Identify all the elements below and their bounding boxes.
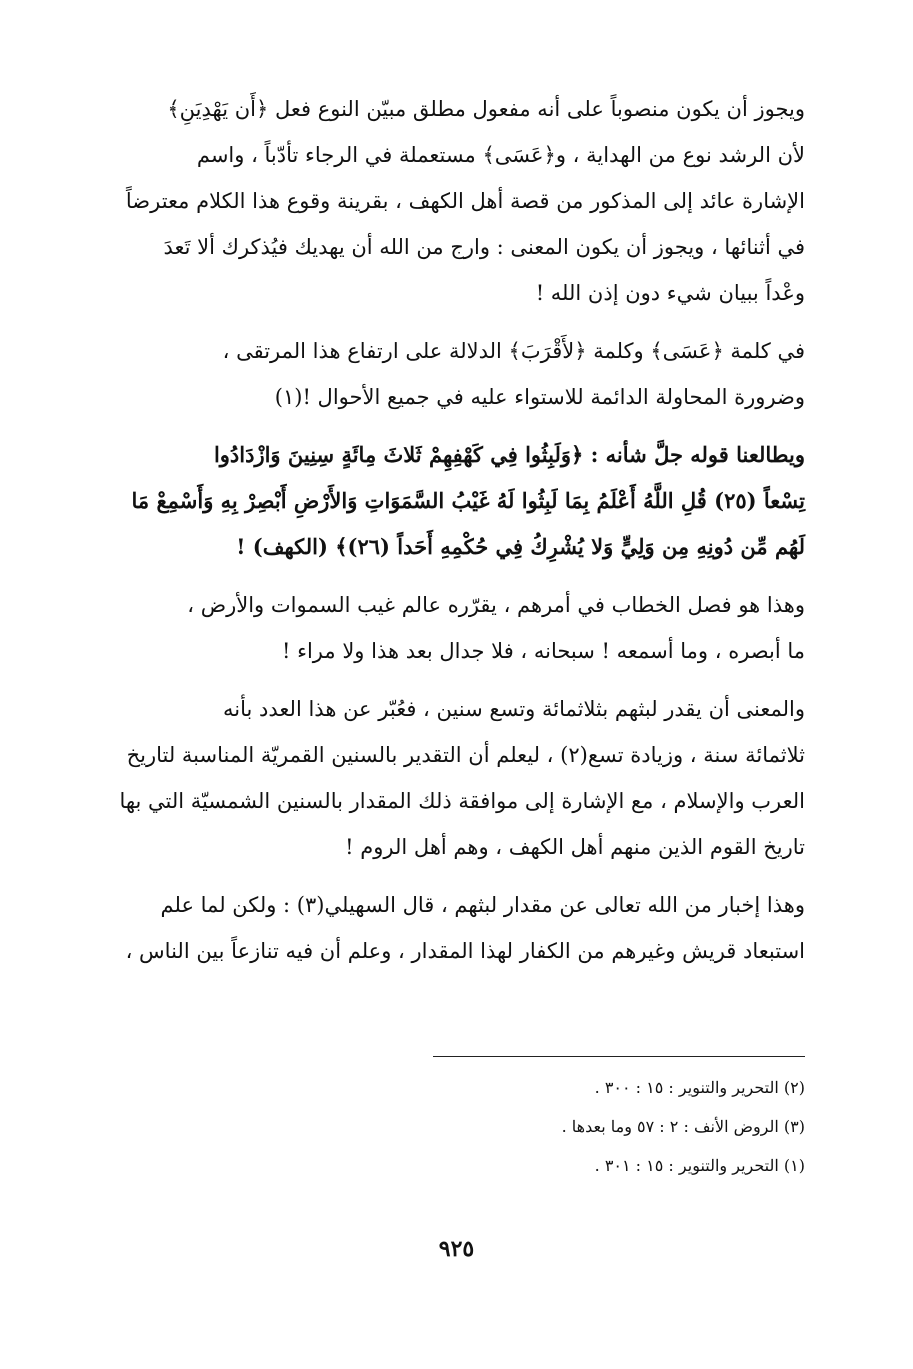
line: ويطالعنا قوله جلَّ شأنه : ﴿وَلَبِثُوا فِي كَهْفِهِمْ ثَلاثَ مِائَةٍ سِنِينَ وَازْدَادُوا bbox=[213, 442, 805, 467]
footnote: (٣) الروض الأنف : ٢ : ٥٧ وما بعدها . bbox=[561, 1117, 805, 1136]
footnote-divider bbox=[433, 1056, 805, 1057]
line: في أثنائها ، ويجوز أن يكون المعنى : وارج من الله أن يهديك فيُذكرك ألا تَعدَ bbox=[163, 235, 805, 259]
footnote: (١) التحرير والتنوير : ١٥ : ٣٠١ . bbox=[594, 1156, 805, 1175]
line: وهذا هو فصل الخطاب في أمرهم ، يقرّره عالم غيب السموات والأرض ، bbox=[187, 593, 805, 617]
line: ثلاثمائة سنة ، وزيادة تسع(٢) ، ليعلم أن التقدير بالسنين القمريّة المناسبة لتاريخ bbox=[126, 743, 805, 767]
paragraph-6 bbox=[105, 882, 805, 974]
line: وهذا إخبار من الله تعالى عن مقدار لبثهم ، قال السهيلي(٣) : ولكن لما علم bbox=[160, 893, 805, 917]
line: الإشارة عائد إلى المذكور من قصة أهل الكهف ، بقرينة وقوع هذا الكلام معترضاً bbox=[125, 189, 805, 213]
line: استبعاد قريش وغيرهم من الكفار لهذا المقدار ، وعلم أن فيه تنازعاً بين الناس ، bbox=[125, 939, 805, 963]
line: والمعنى أن يقدر لبثهم بثلاثمائة وتسع سنين ، فعُبّر عن هذا العدد بأنه bbox=[223, 697, 805, 721]
line: العرب والإسلام ، مع الإشارة إلى موافقة ذلك المقدار بالسنين الشمسيّة التي بها bbox=[119, 789, 805, 813]
line: وضرورة المحاولة الدائمة للاستواء عليه في جميع الأحوال !(١) bbox=[274, 385, 805, 409]
page-number: ٩٢٥ bbox=[438, 1236, 475, 1262]
line: ما أبصره ، وما أسمعه ! سبحانه ، فلا جدال بعد هذا ولا مراء ! bbox=[281, 639, 805, 663]
line: ويجوز أن يكون منصوباً على أنه مفعول مطلق مبيّن النوع فعل ﴿أَن يَهْدِيَنِ﴾ bbox=[167, 97, 805, 121]
paragraph-4 bbox=[105, 582, 805, 674]
paragraph-3-quran-quote bbox=[105, 432, 805, 570]
main-text bbox=[105, 86, 805, 986]
footnote: (٢) التحرير والتنوير : ١٥ : ٣٠٠ . bbox=[594, 1078, 805, 1097]
paragraph-2 bbox=[105, 328, 805, 420]
line: تاريخ القوم الذين منهم أهل الكهف ، وهم أهل الروم ! bbox=[345, 835, 805, 859]
line: لَهُم مِّن دُونِهِ مِن وَلِيٍّ وَلا يُشْرِكُ فِي حُكْمِهِ أَحَداً (٢٦)﴾ (الكهف) ! bbox=[236, 534, 805, 559]
footnotes bbox=[105, 1068, 805, 1185]
paragraph-5 bbox=[105, 686, 805, 870]
paragraph-1 bbox=[105, 86, 805, 316]
line: لأن الرشد نوع من الهداية ، و﴿عَسَى﴾ مستعملة في الرجاء تأدّباً ، واسم bbox=[196, 143, 805, 167]
line: في كلمة ﴿عَسَى﴾ وكلمة ﴿لأَقْرَبَ﴾ الدلالة على ارتفاع هذا المرتقى ، bbox=[222, 339, 805, 363]
line: وعْداً ببيان شيء دون إذن الله ! bbox=[535, 281, 805, 305]
line: تِسْعاً (٢٥) قُلِ اللَّهُ أَعْلَمُ بِمَا لَبِثُوا لَهُ غَيْبُ السَّمَوَاتِ وَالأَرْضِ أَبْصِرْ بِهِ وَأَسْمِعْ مَا bbox=[131, 488, 805, 513]
